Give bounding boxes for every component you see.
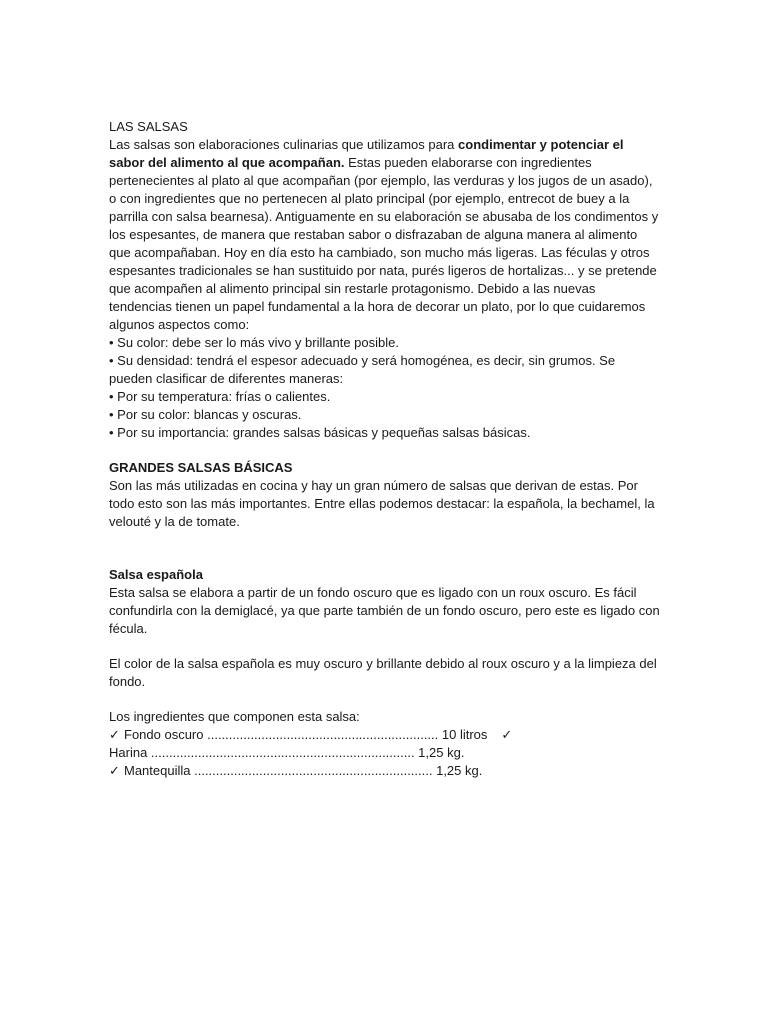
grandes-salsas-paragraph: Son las más utilizadas en cocina y hay un gran número de salsas que derivan de estas. Por todo esto son las más importantes. Entre ellas podemos destacar: la española, la bechamel, la velouté y la de tomate. [109,478,655,529]
section-heading-las-salsas: LAS SALSAS [109,119,188,134]
checkmark-icon: ✓ [501,727,513,742]
spacer [109,442,661,459]
checkmark-icon: ✓ [109,727,120,742]
espanola-paragraph-1: Esta salsa se elabora a partir de un fondo oscuro que es ligado con un roux oscuro. Es fácil confundirla con la demiglacé, ya que parte también de un fondo oscuro, pero este es ligado con fécula. [109,585,660,636]
spacer [109,638,661,655]
ingredient-text: Mantequilla .................................................................. 1,25 kg. [124,763,483,778]
spacer [109,531,661,566]
checkmark-icon: ✓ [109,763,120,778]
spacer [109,691,661,708]
bullet-item: • Su color: debe ser lo más vivo y brillante posible. [109,335,399,350]
bullet-item: • Por su importancia: grandes salsas básicas y pequeñas salsas básicas. [109,425,531,440]
intro-text-end: Estas pueden elaborarse con ingredientes pertenecientes al plato al que acompañan (por ejemplo, las verduras y los jugos de un asado), o con ingredientes que no pertenecen al plato principal (por ejemplo, entrecot de buey a la parrilla con salsa bearnesa). Antiguamente en su elaboración se abusaba de los condimentos y los espesantes, de manera que restaban sabor o disfrazaban de alguna manera al alimento que acompañaban. Hoy en día esto ha cambiado, son mucho más ligeras. Las féculas y otros espesantes tradicionales se han sustituido por nata, purés ligeros de hortalizas... y se pretende que acompañen al alimento principal sin restarle protagonismo. Debido a las nuevas tendencias tienen un papel fundamental a la hora de decorar un plato, por lo que cuidaremos algunos aspectos como: [109,155,659,332]
section-heading-grandes-salsas: GRANDES SALSAS BÁSICAS [109,460,293,475]
intro-text-start: Las salsas son elaboraciones culinarias que utilizamos para [109,137,459,152]
bullet-item: • Por su color: blancas y oscuras. [109,407,302,422]
espanola-paragraph-2: El color de la salsa española es muy oscuro y brillante debido al roux oscuro y a la limpieza del fondo. [109,656,657,689]
ingredient-row [109,726,661,744]
ingredient-text: Harina ......................................................................... 1,25 kg. [109,745,465,760]
ingredient-row [109,762,661,780]
document-page [109,118,661,780]
ingredient-row [109,744,661,762]
section-heading-salsa-espanola: Salsa española [109,567,203,582]
ingredients-intro: Los ingredientes que componen esta salsa: [109,709,360,724]
intro-paragraph [109,136,661,334]
bullet-item: • Por su temperatura: frías o calientes. [109,389,331,404]
intro-text-bold: condimentar y potenciar el sabor del alimento al que acompañan. [109,137,624,170]
ingredient-text: Fondo oscuro ................................................................ 10 litros [124,727,488,742]
bullet-item: • Su densidad: tendrá el espesor adecuado y será homogénea, es decir, sin grumos. Se pueden clasificar de diferentes maneras: [109,353,616,386]
